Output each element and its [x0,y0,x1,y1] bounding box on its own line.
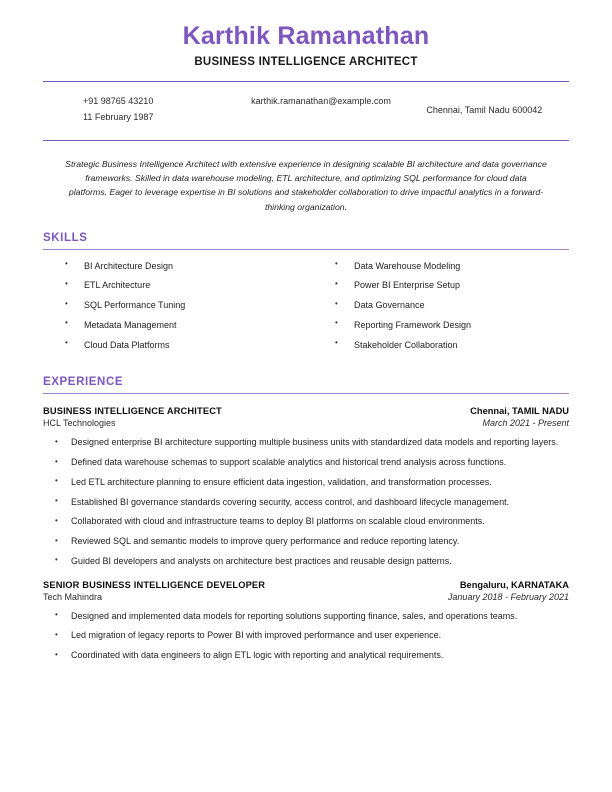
list-item: • SQL Performance Tuning [57,299,306,311]
list-item: • Cloud Data Platforms [57,339,306,351]
job-company: Tech Mahindra [43,591,103,602]
skills-column-left [43,260,306,359]
list-item: • Power BI Enterprise Setup [327,279,569,291]
job-responsibilities [43,436,569,567]
job-company: HCL Technologies [43,418,116,429]
experience-section [43,376,569,662]
skills-list-left [57,260,306,351]
contact-email: karthik.ramanathan@example.com [251,95,391,106]
experience-entry [43,580,569,662]
candidate-job-title: BUSINESS INTELLIGENCE ARCHITECT [194,55,418,68]
list-item: • Led ETL architecture planning to ensure efficient data ingestion, validation, and transformation processes. [43,476,569,489]
list-item: • Led migration of legacy reports to Power BI with improved performance and user experience. [43,629,569,642]
list-item: • Designed and implemented data models for reporting solutions supporting finance, sales, and operations teams. [43,610,569,623]
list-item: • Stakeholder Collaboration [327,339,569,351]
experience-entry [43,406,569,567]
job-location: Bengaluru, KARNATAKA [459,579,569,590]
list-item: • Reviewed SQL and semantic models to improve query performance and reduce reporting latency. [43,535,569,548]
list-item: • Reporting Framework Design [327,319,569,331]
list-item: • Coordinated with data engineers to align ETL logic with reporting and analytical requirements. [43,649,569,662]
skills-list-right [327,260,569,351]
contact-phone: +91 98765 43210 [83,95,154,106]
job-dates: March 2021 - Present [482,418,569,429]
experience-section-title: EXPERIENCE [43,376,124,389]
candidate-name: Karthik Ramanathan [182,22,430,50]
list-item: • Guided BI developers and analysts on architecture best practices and reusable design patterns. [43,555,569,568]
list-item: • Established BI governance standards covering security, access control, and dashboard lifecycle management. [43,496,569,509]
resume-header [43,0,569,68]
skills-column-right [306,260,569,359]
contact-row [43,82,569,130]
list-item: • Metadata Management [57,319,306,331]
job-location: Chennai, TAMIL NADU [470,406,569,417]
contact-col-left [43,94,226,126]
list-item: • Data Governance [327,299,569,311]
job-subheader-row [43,592,569,602]
contact-birth-date: 11 February 1987 [83,111,154,122]
professional-summary: Strategic Business Intelligence Architect with extensive experience in designing scalable BI architecture and data governance frameworks. Skilled in data warehouse modeling, ETL architecture, and optimizing SQL performance for cloud data platforms. Eager to leverage expertise in BI solutions and stakeholder collaboration to drive impactful analytics in a forward-thinking organization. [65,159,547,212]
contact-col-middle [226,94,417,110]
skills-grid [43,250,569,359]
job-header-row [43,580,569,590]
job-position: SENIOR BUSINESS INTELLIGENCE DEVELOPER [43,579,266,590]
job-position: BUSINESS INTELLIGENCE ARCHITECT [43,406,222,417]
list-item: • Collaborated with cloud and infrastructure teams to deploy BI platforms on scalable cloud environments. [43,515,569,528]
list-item: • Data Warehouse Modeling [327,260,569,272]
job-subheader-row [43,418,569,428]
contact-location: Chennai, Tamil Nadu 600042 [426,104,543,115]
skills-section-title: SKILLS [43,231,88,244]
list-item: • Defined data warehouse schemas to support scalable analytics and historical trend analysis across functions. [43,456,569,469]
list-item: • BI Architecture Design [57,260,306,272]
contact-col-right [416,94,569,119]
job-header-row [43,406,569,416]
job-responsibilities [43,610,569,662]
skills-section [43,232,569,359]
experience-section-divider [43,393,569,394]
job-dates: January 2018 - February 2021 [447,591,569,602]
list-item: • ETL Architecture [57,279,306,291]
list-item: • Designed enterprise BI architecture supporting multiple business units with standardized data models and reporting layers. [43,436,569,449]
